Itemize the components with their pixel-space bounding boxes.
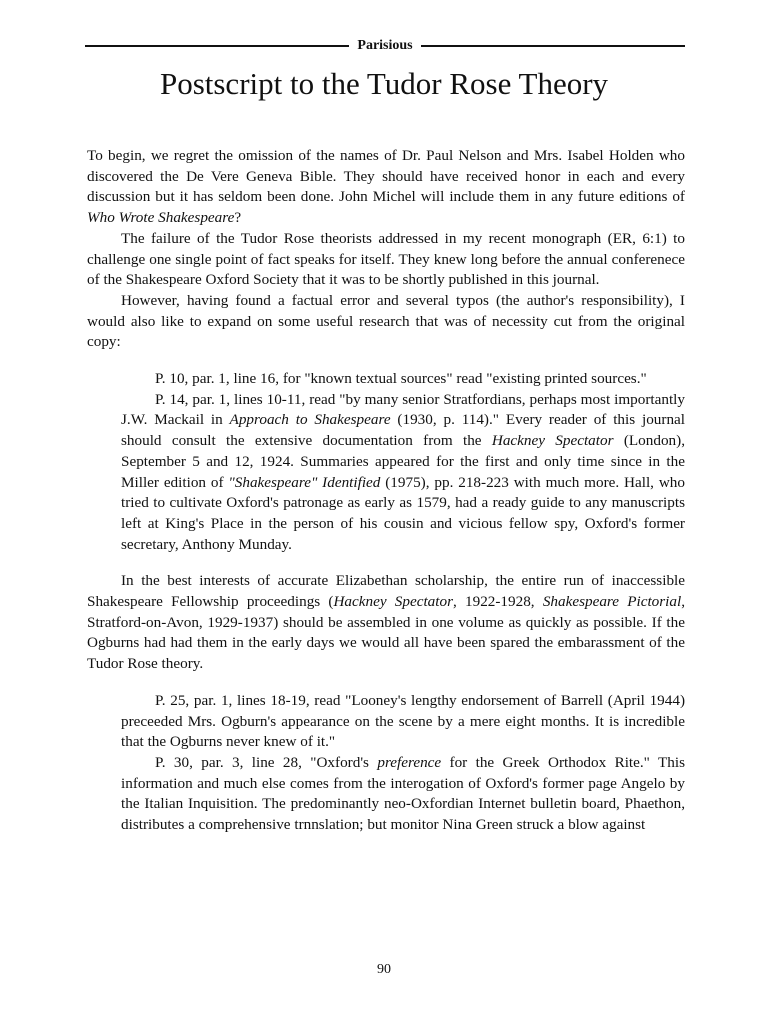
running-head [85,38,685,54]
left-rule [85,45,349,47]
paragraph-scholarship: In the best interests of accurate Elizabethan scholarship, the entire run of inaccessible Shakespeare Fellowship proceedings (Hackney Spectator, 1922-1928, Shakespeare Pictorial, Stratford-on-Avon, 1929-1937) should be assembled in one volume as quickly as possible. If the Ogburns had had them in the early days we would all have been spared the embarassment of the Tudor Rose theory. [87,572,685,673]
corrections-block-2 [121,691,685,836]
paragraph-failure: The failure of the Tudor Rose theorists addressed in my recent monograph (ER, 6:1) to challenge one single point of fact speaks for itself. They knew long before the annual conferenece of the Shakespeare Oxford Society that it was to be shortly published in this journal. [87,229,685,289]
article-body [87,146,685,836]
article-title: Postscript to the Tudor Rose Theory [159,66,609,101]
corrections-block-1 [121,369,685,555]
paragraph-intro: To begin, we regret the omission of the names of Dr. Paul Nelson and Mrs. Isabel Holden who discovered the De Vere Geneva Bible. They should have received honor in each and every discussion but it has seldom been done. John Michel will include them in any future editions of Who Wrote Shakespeare? [87,147,685,227]
paragraph-however: However, having found a factual error and several typos (the author's responsibility), I would also like to expand on some useful research that was of necessity cut from the original copy: [87,291,685,351]
correction-p14: P. 14, par. 1, lines 10-11, read "by many senior Stratfordians, perhaps most importantly J.W. Mackail in Approach to Shakespeare (1930, p. 114)." Every reader of this journal should consult the extensive documentation from the Hackney Spectator (London), September 5 and 12, 1924. Summaries appeared for the first and only time since in the Miller edition of "Shakespeare" Identified (1975), pp. 218-223 with much more. Hall, who tried to cultivate Oxford's patronage as early as 1579, had a ready guide to any manuscripts left at King's Place in the person of his cousin and vicious fellow spy, Oxford's former secretary, Anthony Munday. [121,390,685,553]
right-rule [421,45,685,47]
correction-p30: P. 30, par. 3, line 28, "Oxford's preference for the Greek Orthodox Rite." This information and much else comes from the interogation of Oxford's former page Angelo by the Italian Inquisition. The predominantly neo-Oxfordian Internet bulletin board, Phaethon, distributes a comprehensive trnnslation; but monitor Nina Green struck a blow against [121,753,685,834]
page-number: 90 [377,962,391,977]
correction-p10: P. 10, par. 1, line 16, for "known textual sources" read "existing printed sources." [155,370,647,388]
running-head-text: Parisious [357,38,413,53]
correction-p25: P. 25, par. 1, lines 18-19, read "Looney's lengthy endorsement of Barrell (April 1944) preceeded Mrs. Ogburn's appearance on the scene by a mere eight months. It is incredible that the Ogburns never knew of it." [121,691,685,751]
